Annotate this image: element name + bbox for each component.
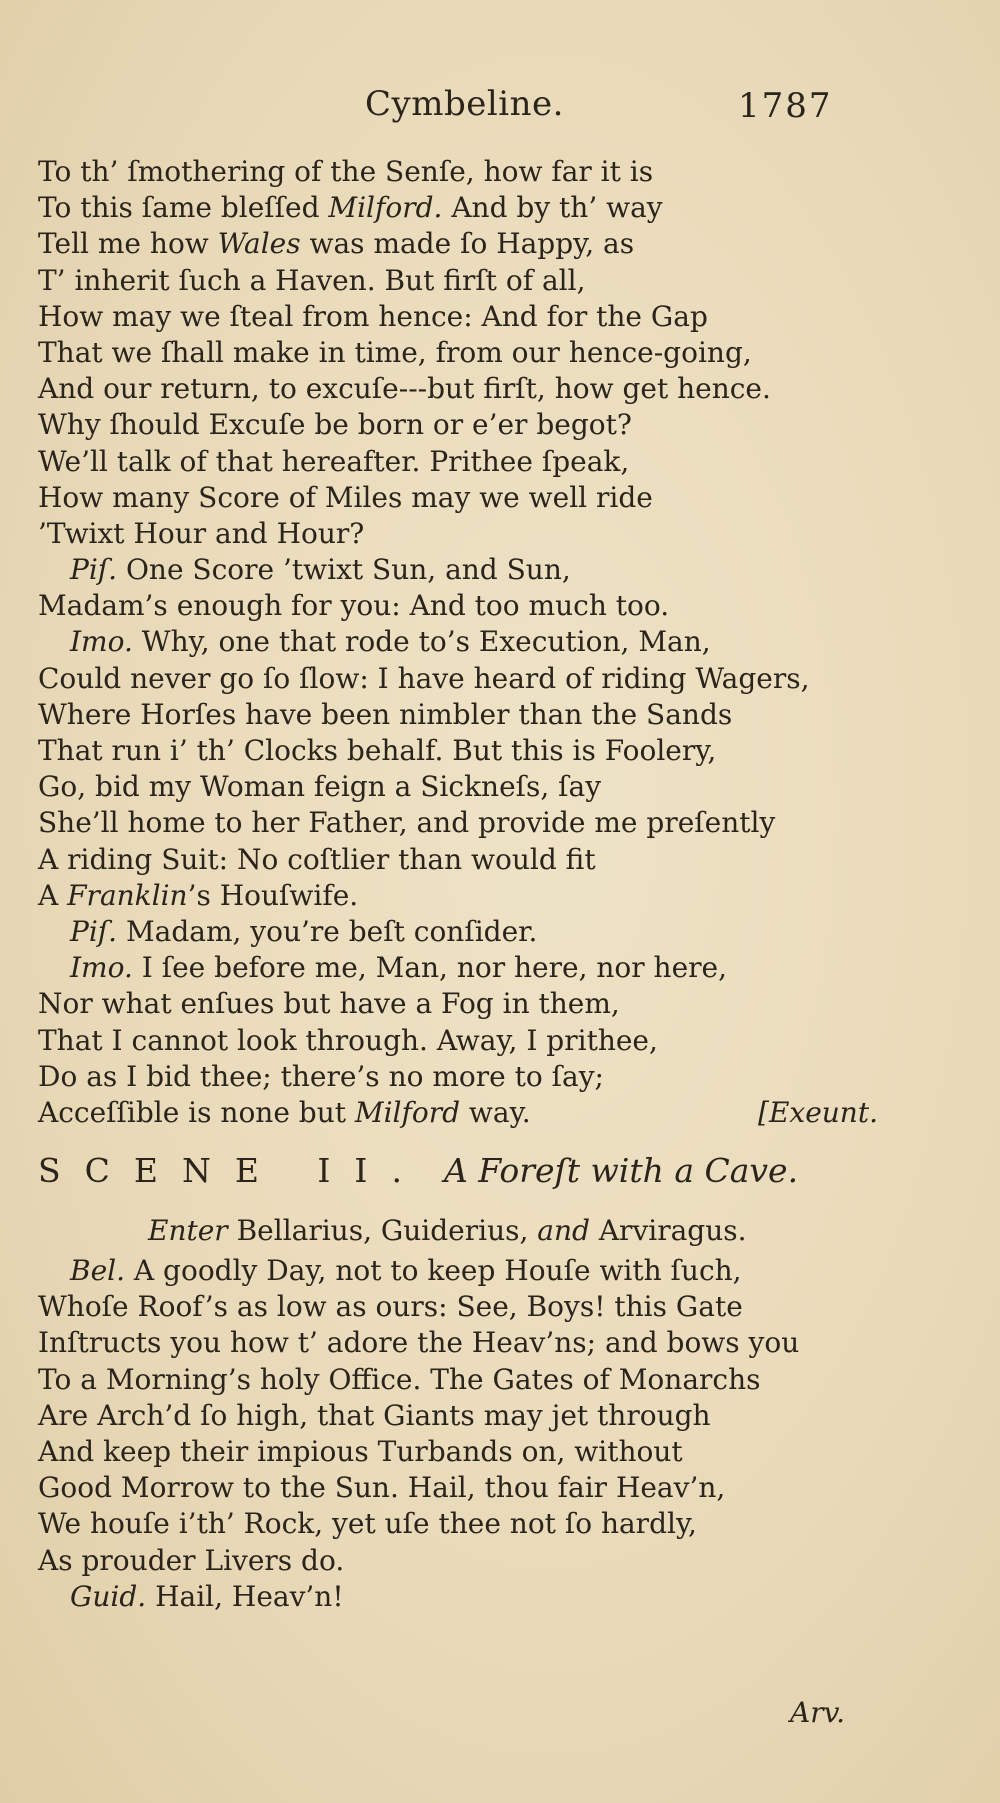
verse-line: Are Arch’d ſo high, that Giants may jet through (38, 1398, 711, 1432)
verse-line: That run i’ th’ Clocks behalf. But this is Foolery, (38, 734, 717, 767)
verse-line: Nor what enſues but have a Fog in them, (38, 987, 620, 1021)
verse-line: Tell me how Wales was made ſo Happy, as (38, 227, 635, 261)
speaker-name: Imo. (70, 625, 133, 659)
verse-line: Go, bid my Woman feign a Sickneſs, ſay (38, 770, 602, 804)
verse-line: We houſe i’th’ Rock, yet uſe thee not ſo hardly, (38, 1507, 697, 1541)
verse-line: Inſtructs you how t’ adore the Heav’ns; and bows you (38, 1326, 800, 1360)
place-name: Milford (354, 1095, 461, 1129)
verse-line: To this ſame bleſſed Milford. And by th’ way (38, 191, 663, 225)
verse-line: Where Horſes have been nimbler than the Sands (38, 697, 733, 731)
verse-line: T’ inherit ſuch a Haven. But firſt of all, (38, 263, 586, 297)
verse-line: Imo. Why, one that rode to’s Execution, Man, (70, 625, 711, 659)
place-name: Milford. (328, 191, 443, 225)
verse-line: A Franklin’s Houſwife. (38, 878, 359, 912)
verse-line: She’ll home to her Father, and provide me preſently (38, 806, 776, 840)
verse-line: That I cannot look through. Away, I prithee, (38, 1023, 658, 1057)
stage-direction: Enter Bellarius, Guiderius, and Arviragus. (148, 1214, 747, 1248)
speaker-name: Piſ. (70, 553, 118, 587)
verse-line: How may we ſteal from hence: And for the Gap (38, 299, 708, 333)
place-name: Wales (217, 227, 301, 261)
verse-line: Whoſe Roof’s as low as ours: See, Boys! this Gate (38, 1290, 743, 1324)
verse-line: ’Twixt Hour and Hour? (38, 516, 365, 550)
verse-line: We’ll talk of that hereafter. Prithee ſpeak, (38, 444, 630, 478)
text-block (38, 154, 878, 1615)
speaker-name: Imo. (70, 951, 133, 985)
verse-line: To th’ ſmothering of the Senſe, how far it is (38, 155, 654, 188)
verse-line: A riding Suit: No coſtlier than would fit (38, 842, 596, 876)
speaker-name: Bel. (70, 1254, 126, 1288)
verse-line: That we ſhall make in time, from our hence-going, (38, 335, 752, 369)
running-title: Cymbeline. (365, 84, 564, 124)
verse-line: Why ſhould Excuſe be born or e’er begot? (38, 408, 632, 442)
catchword: Arv. (790, 1696, 846, 1729)
scene-label: SCENE II. (38, 1151, 426, 1191)
verse-line: Could never go ſo ſlow: I have heard of riding Wagers, (38, 661, 810, 695)
verse-line: Guid. Hail, Heav’n! (70, 1579, 344, 1613)
verse-line: Acceſſible is none but Milford way. [Exeunt. (38, 1095, 878, 1131)
verse-line: Piſ. One Score ’twixt Sun, and Sun, (70, 553, 571, 587)
speaker-name: Guid. (70, 1579, 147, 1613)
verse-line: How many Score of Miles may we well ride (38, 480, 653, 514)
verse-line: And keep their impious Turbands on, without (38, 1435, 683, 1468)
verse-line: And our return, to excuſe---but firſt, how get hence. (38, 372, 771, 406)
verse-line: Good Morrow to the Sun. Hail, thou fair Heav’n, (38, 1471, 726, 1505)
verse-line: Piſ. Madam, you’re beſt conſider. (70, 914, 538, 948)
scene-place: A Foreſt with a Cave. (443, 1151, 799, 1191)
verse-line: To a Morning’s holy Office. The Gates of Monarchs (38, 1362, 761, 1396)
franklin-word: Franklin (67, 878, 188, 912)
verse-line: Bel. A goodly Day, not to keep Houſe with ſuch, (70, 1254, 742, 1288)
verse-line: As prouder Livers do. (38, 1543, 345, 1577)
verse-line: Madam’s enough for you: And too much too. (38, 589, 670, 623)
running-head (0, 84, 1000, 134)
page-number: 1787 (738, 86, 833, 126)
speaker-name: Piſ. (70, 914, 118, 948)
verse-line: Imo. I ſee before me, Man, nor here, nor here, (70, 951, 728, 985)
verse-line: Do as I bid thee; there’s no more to ſay; (38, 1059, 604, 1093)
scene-heading (38, 1139, 878, 1203)
exeunt-direction: [Exeunt. (758, 1095, 878, 1129)
